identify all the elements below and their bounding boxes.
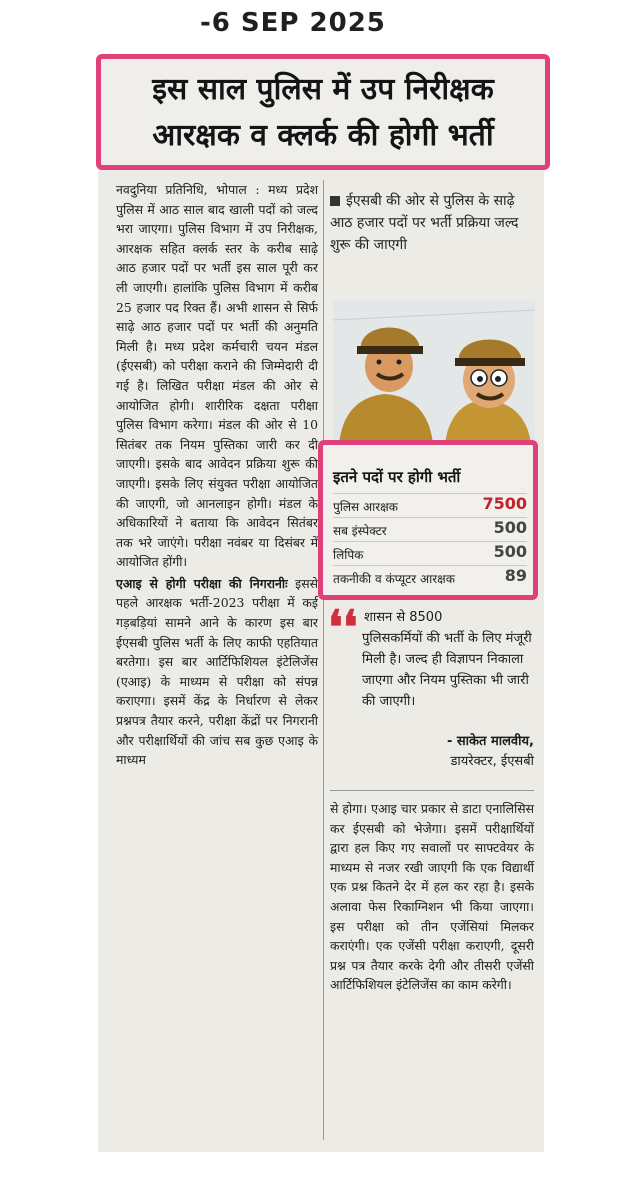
posts-row-value: 500: [493, 542, 527, 561]
posts-row: [333, 541, 527, 564]
quote-mark-icon: ❛❛: [328, 600, 358, 654]
posts-table-highlight: [318, 440, 538, 600]
kicker-text: ईएसबी की ओर से पुलिस के साढ़े आठ हजार पदों पर भर्ती प्रक्रिया जल्द शुरू की जाएगी: [330, 193, 519, 253]
posts-row-label: पुलिस आरक्षक: [333, 500, 398, 514]
cartoon-drawing: [333, 300, 535, 444]
posts-row-value: 89: [504, 566, 527, 585]
headline-line-2: आरक्षक व क्लर्क की होगी भर्ती: [152, 118, 494, 153]
article-column-1: [116, 180, 318, 772]
column-divider: [323, 180, 324, 1140]
police-cartoon-illustration: [333, 300, 535, 444]
article-paragraph-3: से होगा। एआइ चार प्रकार से डाटा एनालिसिस कर ईएसबी को भेजेगा। इसमें परीक्षार्थियों द्वारा हल किए गए सवालों पर साफ्टवेयर के माध्यम से नजर रखी जाएगी कि एक विद्यार्थी एक प्रश्न कितने देर में हल कर रहा है। इसके अलावा फेस रिकाग्निशन भी किया जाएगा। इस परीक्षा को तीन एजेंसियां मिलकर कराएंगी। एक एजेंसी परीक्षा कराएगी, दूसरी प्रश्न पत्र तैयार करके देगी और तीसरी एजेंसी आर्टिफिशियल इंटेलिजेंस का काम करेगी।: [330, 801, 534, 993]
square-bullet-icon: [330, 196, 340, 206]
article-paragraph-1: नवदुनिया प्रतिनिधि, भोपाल : मध्य प्रदेश पुलिस में आठ साल बाद खाली पदों को जल्द भरा जाएगा। पुलिस विभाग में उप निरीक्षक, आरक्षक सहित क्लर्क स्तर के करीब साढ़े आठ हजार पदों पर भर्ती इस साल पूरी कर ली जाएगी। हालांकि पुलिस विभाग में करीब 25 हजार पद रिक्त हैं। अभी शासन से सिर्फ साढ़े आठ हजार पदों पर भर्ती की अनुमति मिली है। मध्य प्रदेश कर्मचारी चयन मंडल (ईएसबी) को परीक्षा कराने की जिम्मेदारी दी गई है। लिखित परीक्षा मंडल की ओर से आयोजित होगी। शारीरिक दक्षता परीक्षा पुलिस विभाग करेगा। मंडल की ओर से 10 सितंबर तक नियम पुस्तिका जारी कर दी जाएगी। इसके बाद आवेदन प्रक्रिया शुरू की जाएगी। इसके लिए संयुक्त परीक्षा आयोजित की जाएगी, जो आनलाइन होगी। मंडल के अधिकारियों ने बताया कि आवेदन सितंबर तक भरे जाएंगे। परीक्षा नवंबर या दिसंबर में आयोजित होंगी।: [116, 182, 318, 570]
quote-body: पुलिसकर्मियों की भर्ती के लिए मंजूरी मिली है। जल्द ही विज्ञापन निकाला जाएगा और नियम पुस्तिका भी जारी की जाएगी।: [362, 631, 532, 709]
posts-row: [333, 565, 527, 588]
posts-row-value: 7500: [482, 494, 527, 513]
headline-highlight: [96, 54, 550, 170]
posts-row-label: सब इंस्पेक्टर: [333, 524, 387, 538]
date-stamp: -6 SEP 2025: [200, 8, 386, 38]
quote-attribution: [338, 732, 534, 772]
article-column-2: [330, 799, 534, 995]
posts-row-label: तकनीकी व कंप्यूटर आरक्षक: [333, 572, 456, 586]
kicker-blurb: [330, 190, 530, 256]
headline-line-1: इस साल पुलिस में उप निरीक्षक: [152, 72, 494, 107]
posts-row: [333, 517, 527, 540]
article-paragraph-2: [116, 574, 318, 770]
article-paragraph-2-text: इससे पहले आरक्षक भर्ती-2023 परीक्षा में कई गड़बड़ियां सामने आने के कारण इस बार ईएसबी पुलिस भर्ती के लिए काफी एहतियात बरतेगा। इस बार आर्टिफिशियल इंटेलिजेंस (एआइ) के माध्यम से परीक्षा को संपन्न कराएगा। इसमें केंद्र के निर्धारण से लेकर प्रश्नपत्र तैयार करने, परीक्षा केंद्रों पर निगरानी और परीक्षार्थियों की जांच सब कुछ एआइ के माध्यम: [116, 575, 318, 768]
section-divider: [330, 790, 534, 791]
posts-row-label: लिपिक: [333, 548, 364, 562]
posts-row-value: 500: [493, 518, 527, 537]
quote-author: - साकेत मालवीय,: [446, 734, 534, 749]
posts-row: [333, 493, 527, 516]
posts-table-title: इतने पदों पर होगी भर्ती: [333, 468, 461, 486]
article-subhead: एआइ से होगी परीक्षा की निगरानीः: [116, 575, 288, 591]
quote-designation: डायरेक्टर, ईएसबी: [450, 754, 534, 769]
quote-first-line: शासन से 8500: [364, 610, 443, 625]
